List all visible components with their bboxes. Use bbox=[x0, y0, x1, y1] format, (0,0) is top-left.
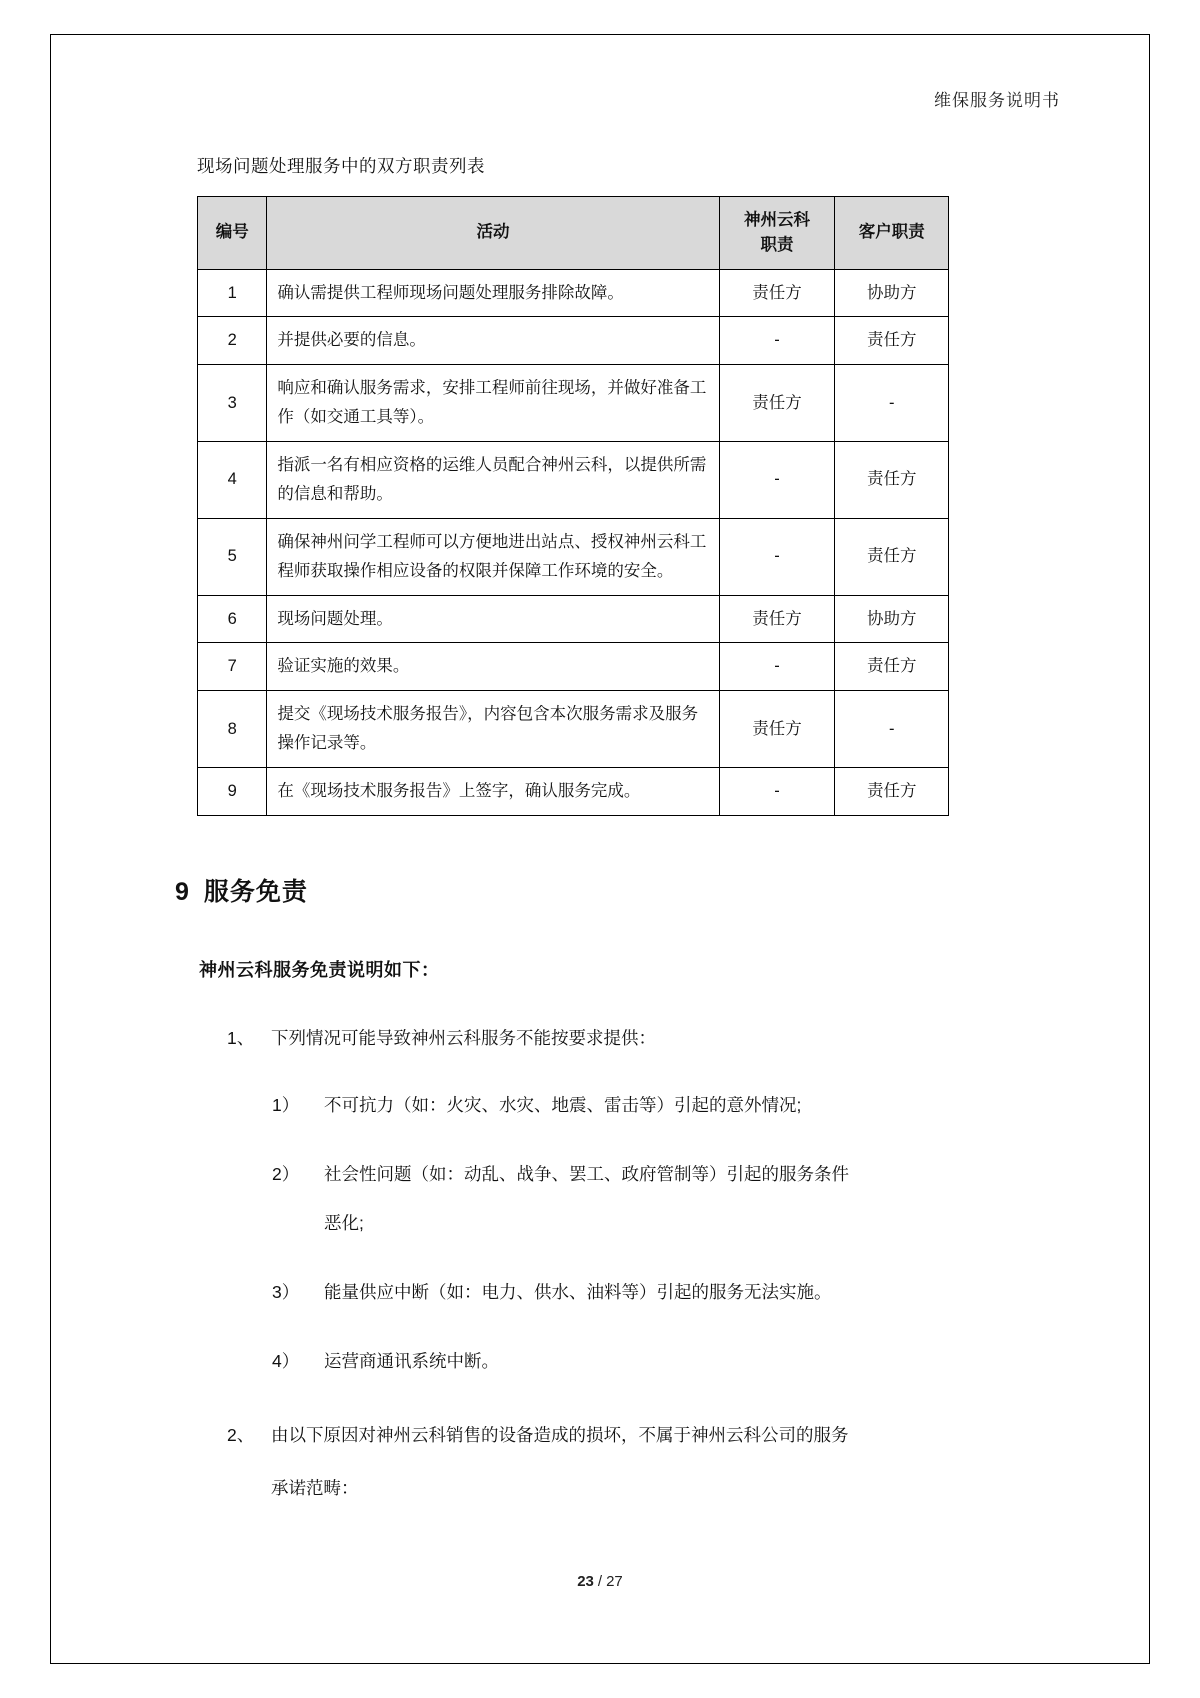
cell-no: 9 bbox=[198, 768, 267, 816]
cell-activity: 响应和确认服务需求，安排工程师前往现场，并做好准备工作（如交通工具等）。 bbox=[267, 365, 719, 442]
cell-vendor: 责任方 bbox=[719, 691, 835, 768]
list-item-marker: 3） bbox=[272, 1282, 300, 1303]
cell-no: 7 bbox=[198, 643, 267, 691]
list-item-text bbox=[271, 1419, 1048, 1504]
page-header bbox=[52, 36, 1148, 111]
column-header-customer: 客户职责 bbox=[835, 197, 949, 270]
cell-activity: 现场问题处理。 bbox=[267, 595, 719, 643]
cell-activity: 指派一名有相应资格的运维人员配合神州云科，以提供所需的信息和帮助。 bbox=[267, 442, 719, 519]
cell-no: 4 bbox=[198, 442, 267, 519]
list-item-text bbox=[324, 1157, 1048, 1241]
table-header-row bbox=[198, 197, 949, 270]
cell-customer: 协助方 bbox=[835, 269, 949, 317]
table-row bbox=[198, 365, 949, 442]
cell-customer: - bbox=[835, 365, 949, 442]
cell-activity: 验证实施的效果。 bbox=[267, 643, 719, 691]
list-item-text: 不可抗力（如：火灾、水灾、地震、雷击等）引起的意外情况; bbox=[324, 1095, 802, 1116]
list-item bbox=[197, 1419, 1048, 1504]
cell-no: 1 bbox=[198, 269, 267, 317]
cell-customer: - bbox=[835, 691, 949, 768]
list-item bbox=[197, 1344, 1048, 1379]
table-row bbox=[198, 518, 949, 595]
cell-customer: 责任方 bbox=[835, 643, 949, 691]
cell-vendor: 责任方 bbox=[719, 595, 835, 643]
table-row bbox=[198, 442, 949, 519]
responsibility-table bbox=[197, 196, 949, 816]
list-item bbox=[197, 1275, 1048, 1310]
cell-no: 8 bbox=[198, 691, 267, 768]
cell-customer: 协助方 bbox=[835, 595, 949, 643]
cell-activity: 并提供必要的信息。 bbox=[267, 317, 719, 365]
page-footer bbox=[52, 1573, 1148, 1590]
column-header-vendor bbox=[719, 197, 835, 270]
list-item-marker: 2、 bbox=[227, 1425, 255, 1446]
cell-no: 3 bbox=[198, 365, 267, 442]
list-item-text-line2: 恶化; bbox=[324, 1213, 364, 1234]
column-header-activity: 活动 bbox=[267, 197, 719, 270]
cell-vendor: 责任方 bbox=[719, 269, 835, 317]
table-caption: 现场问题处理服务中的双方职责列表 bbox=[197, 156, 485, 176]
list-item bbox=[197, 1022, 1048, 1054]
list-item bbox=[197, 1088, 1048, 1123]
footer-total-pages: 27 bbox=[606, 1573, 623, 1590]
cell-no: 6 bbox=[198, 595, 267, 643]
page-content bbox=[52, 36, 1148, 1662]
table-body bbox=[198, 269, 949, 815]
list-item-marker: 2） bbox=[272, 1164, 300, 1185]
section-number: 9 bbox=[175, 877, 190, 906]
table-row bbox=[198, 643, 949, 691]
list-item-text-line1: 社会性问题（如：动乱、战争、罢工、政府管制等）引起的服务条件 bbox=[324, 1164, 849, 1185]
cell-activity: 确保神州问学工程师可以方便地进出站点、授权神州云科工程师获取操作相应设备的权限并保障工作环境的安全。 bbox=[267, 518, 719, 595]
cell-vendor: 责任方 bbox=[719, 365, 835, 442]
table-row bbox=[198, 595, 949, 643]
column-header-no: 编号 bbox=[198, 197, 267, 270]
list-item-text-line2: 承诺范畴： bbox=[271, 1477, 359, 1498]
footer-separator: / bbox=[597, 1573, 603, 1590]
column-header-vendor-line1: 神州云科 bbox=[744, 211, 811, 229]
section-title: 服务免责 bbox=[203, 877, 308, 906]
column-header-vendor-line2: 职责 bbox=[760, 235, 794, 254]
cell-activity: 确认需提供工程师现场问题处理服务排除故障。 bbox=[267, 269, 719, 317]
table-row bbox=[198, 691, 949, 768]
list-item bbox=[197, 1157, 1048, 1241]
cell-activity: 在《现场技术服务报告》上签字，确认服务完成。 bbox=[267, 768, 719, 816]
table-row bbox=[198, 269, 949, 317]
list-item-text: 下列情况可能导致神州云科服务不能按要求提供： bbox=[271, 1027, 656, 1048]
subsection-heading: 神州云科服务免责说明如下： bbox=[199, 959, 440, 980]
table-row bbox=[198, 317, 949, 365]
cell-vendor: - bbox=[719, 442, 835, 519]
footer-current-page: 23 bbox=[577, 1573, 594, 1590]
cell-no: 5 bbox=[198, 518, 267, 595]
list-item-text: 能量供应中断（如：电力、供水、油料等）引起的服务无法实施。 bbox=[324, 1282, 832, 1303]
list-item-marker: 1） bbox=[272, 1095, 300, 1116]
cell-vendor: - bbox=[719, 768, 835, 816]
cell-customer: 责任方 bbox=[835, 317, 949, 365]
cell-customer: 责任方 bbox=[835, 768, 949, 816]
cell-vendor: - bbox=[719, 317, 835, 365]
cell-vendor: - bbox=[719, 518, 835, 595]
cell-customer: 责任方 bbox=[835, 442, 949, 519]
header-title: 维保服务说明书 bbox=[934, 91, 1060, 110]
list-item-text: 运营商通讯系统中断。 bbox=[324, 1351, 499, 1372]
section-heading bbox=[175, 872, 1048, 908]
cell-no: 2 bbox=[198, 317, 267, 365]
cell-vendor: - bbox=[719, 643, 835, 691]
cell-customer: 责任方 bbox=[835, 518, 949, 595]
list-item-marker: 4） bbox=[272, 1351, 300, 1372]
body-area bbox=[52, 153, 1148, 1504]
list-item-marker: 1、 bbox=[227, 1027, 255, 1048]
list-item-text-line1: 由以下原因对神州云科销售的设备造成的损坏，不属于神州云科公司的服务 bbox=[271, 1425, 849, 1446]
table-row bbox=[198, 768, 949, 816]
cell-activity: 提交《现场技术服务报告》，内容包含本次服务需求及服务操作记录等。 bbox=[267, 691, 719, 768]
